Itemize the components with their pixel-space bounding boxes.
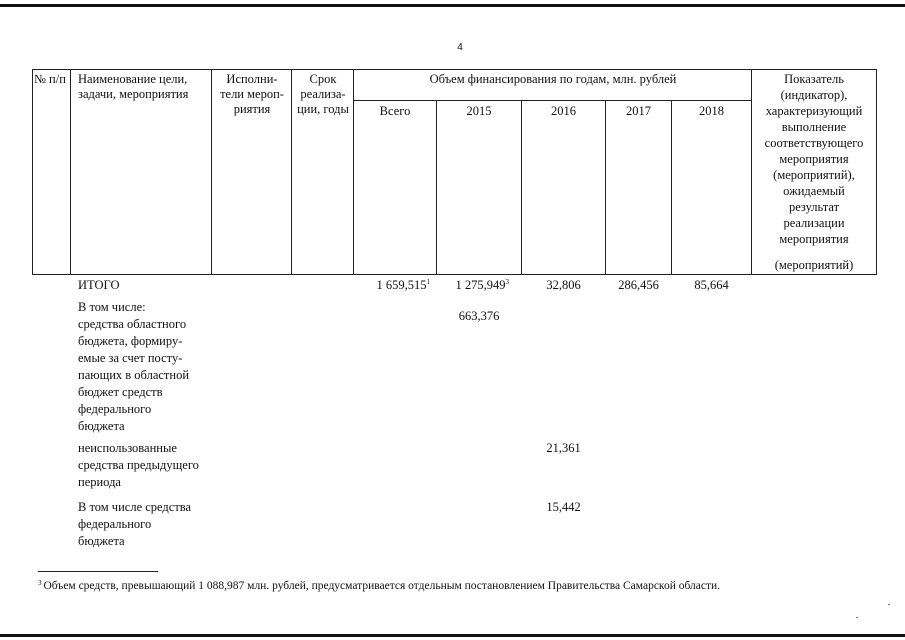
footnote-separator	[38, 571, 158, 572]
total-label: ИТОГО	[78, 278, 120, 292]
scan-speck	[888, 604, 890, 605]
header-funding-title: Объем финансирования по годам, млн. рублей	[429, 72, 677, 86]
col-2016: 2016	[551, 104, 576, 118]
total-2016: 32,806	[546, 278, 581, 292]
scan-speck	[856, 617, 858, 618]
breakdown-unused-2016: 21,361	[546, 441, 581, 455]
total-value: 1 659,515$^1$	[376, 278, 430, 292]
col-2015: 2015	[466, 104, 492, 118]
total-2015: 1 275,949$^3$	[455, 278, 509, 292]
breakdown-federal-2016: 15,442	[546, 500, 581, 514]
col-2017: 2017	[626, 104, 651, 118]
total-2018: 85,664	[694, 278, 729, 292]
total-2017: 286,456	[618, 278, 659, 292]
bottom-border-rule	[0, 634, 905, 637]
breakdown-regional-2015: 663,376	[458, 309, 500, 323]
top-border-rule	[0, 4, 905, 7]
col-2018: 2018	[699, 104, 724, 118]
col-total: Всего	[379, 104, 411, 118]
page-number: 4	[457, 42, 463, 53]
footnote: $^3$ Объем средств, превышающий 1 088,987 млн. рублей, предусматривается отдельным постановлением Правительства Самарской области.	[38, 579, 721, 592]
header-num: № п/п	[34, 72, 66, 86]
